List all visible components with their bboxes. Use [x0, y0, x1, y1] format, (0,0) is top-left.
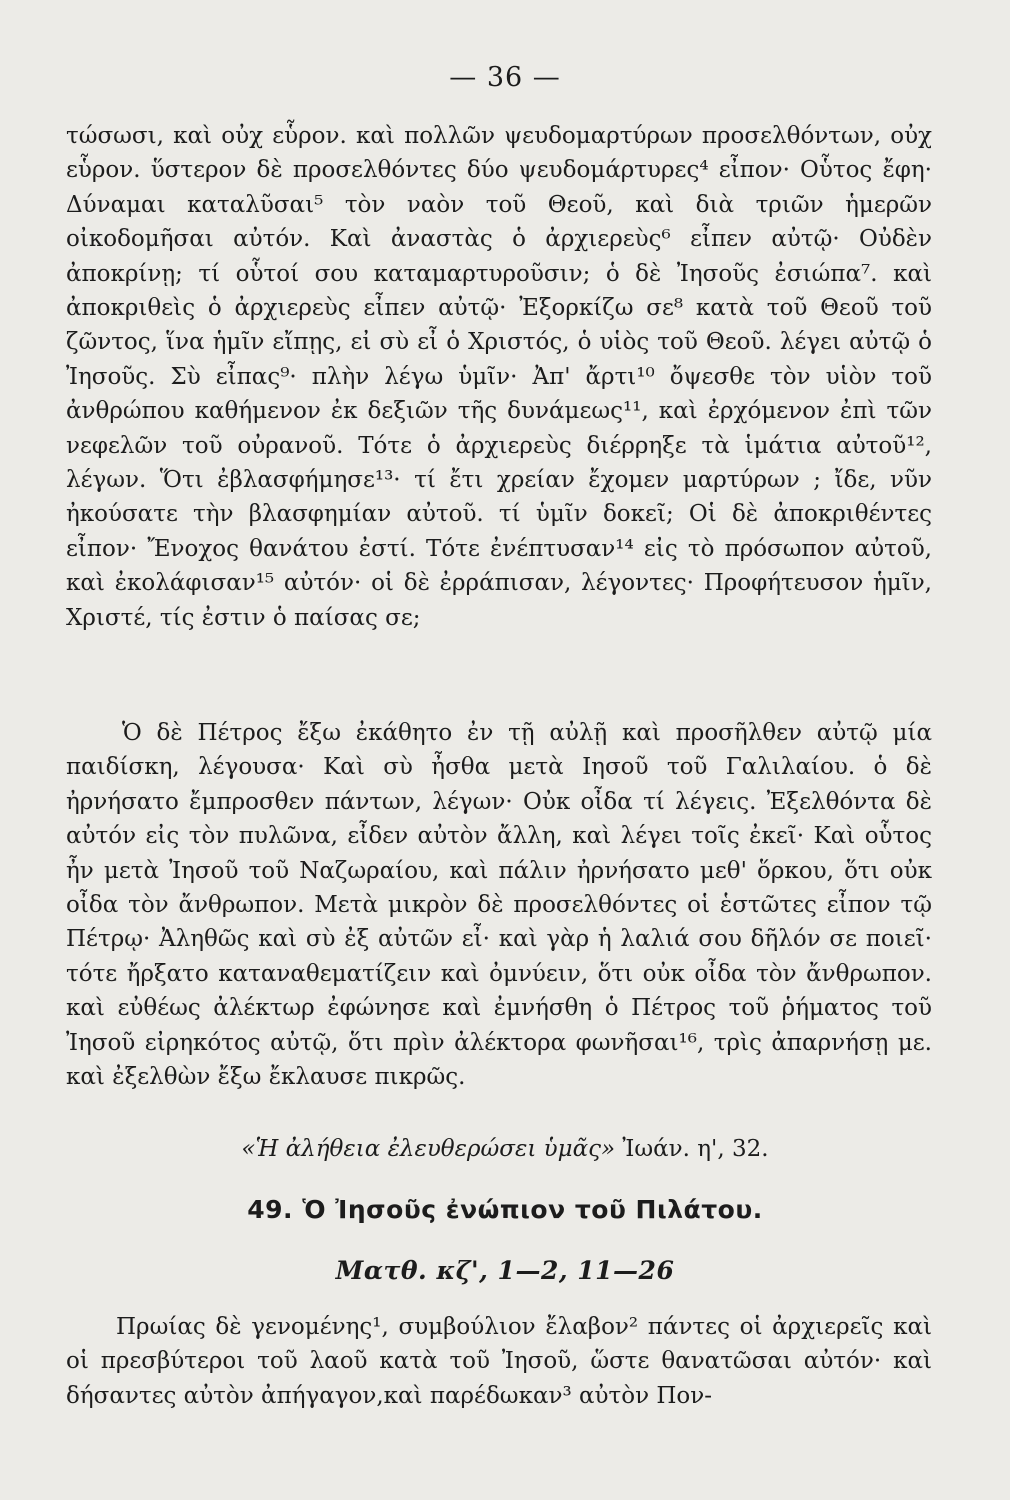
section-heading: 49. Ὁ Ἰησοῦς ἐνώπιον τοῦ Πιλάτου. [247, 1195, 763, 1224]
scripture-quote [0, 1136, 1010, 1162]
section-reference: Ματθ. κζ', 1—2, 11—26 [335, 1256, 675, 1285]
paragraph-trial-before-sanhedrin: τώσωσι, καὶ οὐχ εὗρον. καὶ πολλῶν ψευδομαρτύρων προσελθόντων, οὐχ εὗρον. ὕστερον δὲ προσελθόντες δύο ψευδομάρτυρες⁴ εἶπον· Οὗτος ἔφη· Δύναμαι καταλῦσαι⁵ τὸν ναὸν τοῦ Θεοῦ, καὶ διὰ τριῶν ἡμερῶν οἰκοδομῆσαι αὐτόν. Καὶ ἀναστὰς ὁ ἀρχιερεὺς⁶ εἶπεν αὐτῷ· Οὐδὲν ἀποκρίνῃ; τί οὗτοί σου καταμαρτυροῦσιν; ὁ δὲ Ἰησοῦς ἐσιώπα⁷. καὶ ἀποκριθεὶς ὁ ἀρχιερεὺς εἶπεν αὐτῷ· Ἐξορκίζω σε⁸ κατὰ τοῦ Θεοῦ τοῦ ζῶντος, ἵνα ἡμῖν εἴπῃς, εἰ σὺ εἶ ὁ Χριστός, ὁ υἱὸς τοῦ Θεοῦ. λέγει αὐτῷ ὁ Ἰησοῦς. Σὺ εἶπας⁹· πλὴν λέγω ὑμῖν· Ἀπ' ἄρτι¹⁰ ὄψεσθε τὸν υἱὸν τοῦ ἀνθρώπου καθήμενον ἐκ δεξιῶν τῆς δυνάμεως¹¹, καὶ ἐρχόμενον ἐπὶ τῶν νεφελῶν τοῦ οὐρανοῦ. Τότε ὁ ἀρχιερεὺς διέρρηξε τὰ ἱμάτια αὐτοῦ¹², λέγων. Ὅτι ἐβλασφήμησε¹³· τί ἔτι χρείαν ἔχομεν μαρτύρων ; ἴδε, νῦν ἠκούσατε τὴν βλασφημίαν αὐτοῦ. τί ὑμῖν δοκεῖ; Οἱ δὲ ἀποκριθέντες εἶπον· Ἔνοχος θανάτου ἐστί. Τότε ἐνέπτυσαν¹⁴ εἰς τὸ πρόσωπον αὐτοῦ, καὶ ἐκολάφισαν¹⁵ αὐτόν· οἱ δὲ ἐρράπισαν, λέγοντες· Προφήτευσον ἡμῖν, Χριστέ, τίς ἐστιν ὁ παίσας σε; [66, 123, 932, 631]
paragraph-peter-denial: Ὁ δὲ Πέτρος ἔξω ἐκάθητο ἐν τῇ αὐλῇ καὶ προσῆλθεν αὐτῷ μία παιδίσκη, λέγουσα· Καὶ σὺ ἦσθα μετὰ Ιησοῦ τοῦ Γαλιλαίου. ὁ δὲ ἠρνήσατο ἔμπροσθεν πάντων, λέγων· Οὐκ οἶδα τί λέγεις. Ἐξελθόντα δὲ αὐτόν εἰς τὸν πυλῶνα, εἶδεν αὐτὸν ἄλλη, καὶ λέγει τοῖς ἐκεῖ· Καὶ οὗτος ἦν μετὰ Ἰησοῦ τοῦ Ναζωραίου, καὶ πάλιν ἠρνήσατο μεθ' ὅρκου, ὅτι οὐκ οἶδα τὸν ἄνθρωπον. Μετὰ μικρὸν δὲ προσελθόντες οἱ ἑστῶτες εἶπον τῷ Πέτρῳ· Ἀληθῶς καὶ σὺ ἐξ αὐτῶν εἶ· καὶ γὰρ ἡ λαλιά σου δῆλόν σε ποιεῖ· τότε ἤρξατο καταναθεματίζειν καὶ ὀμνύειν, ὅτι οὐκ οἶδα τὸν ἄνθρωπον. καὶ εὐθέως ἀλέκτωρ ἐφώνησε καὶ ἐμνήσθη ὁ Πέτρος τοῦ ῥήματος τοῦ Ἰησοῦ εἰρηκότος αὐτῷ, ὅτι πρὶν ἀλέκτορα φωνῆσαι¹⁶, τρὶς ἀπαρνήσῃ με. καὶ ἐξελθὼν ἔξω ἔκλαυσε πικρῶς. [66, 720, 932, 1091]
paragraph-before-pilate: Πρωίας δὲ γενομένης¹, συμβούλιον ἔλαβον² πάντες οἱ ἀρχιερεῖς καὶ οἱ πρεσβύτεροι τοῦ λαοῦ κατὰ τοῦ Ἰησοῦ, ὥστε θανατῶσαι αὐτόν· καὶ δήσαντες αὐτὸν ἀπήγαγον,καὶ παρέδωκαν³ αὐτὸν Πον- [66, 1314, 932, 1409]
quote-text: «Ἡ ἀλήθεια ἐλευθερώσει ὑμᾶς» [241, 1136, 616, 1162]
page-number: — 36 — [449, 62, 561, 93]
quote-source: Ἰωάν. η', 32. [622, 1136, 769, 1162]
